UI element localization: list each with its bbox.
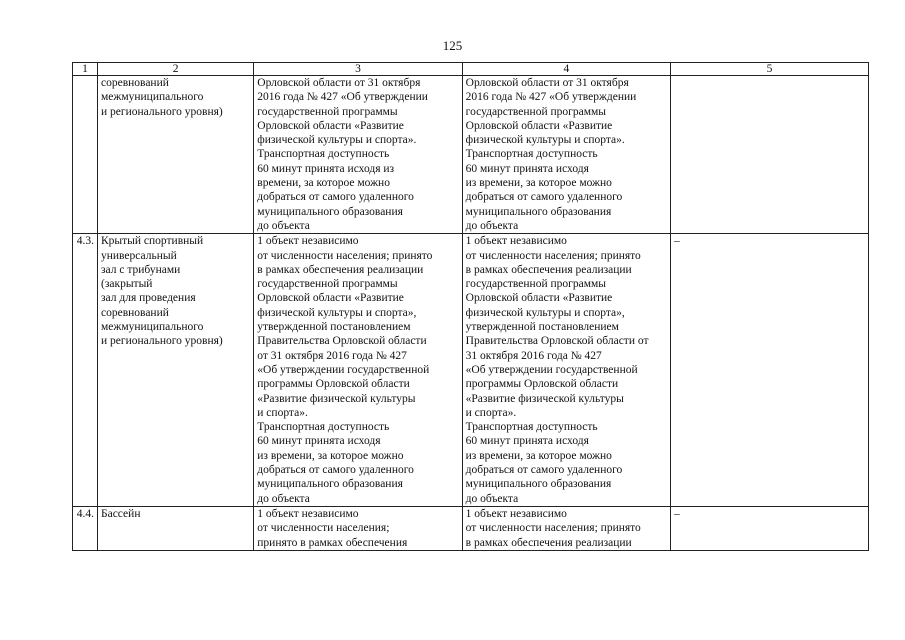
object-name: соревнований межмуниципального и регионального уровня)	[98, 76, 254, 234]
object-name: Бассейн	[98, 506, 254, 550]
header-cell-4: 4	[462, 63, 670, 76]
header-cell-3: 3	[254, 63, 462, 76]
header-cell-1: 1	[73, 63, 98, 76]
table-row-continuation	[73, 76, 869, 234]
justification-col3: Орловской области от 31 октября 2016 года № 427 «Об утверждении государственной программы Орловской области «Развитие физической культуры и спорта». Транспортная доступность 60 минут принята исходя из времени, за которое можно добраться от самого удаленного муниципального образования до объекта	[254, 76, 462, 234]
table-row-4-4	[73, 506, 869, 550]
table-row-4-3	[73, 234, 869, 507]
row-number: 4.3.	[73, 234, 98, 507]
row-number: 4.4.	[73, 506, 98, 550]
note-col5: –	[671, 506, 869, 550]
object-name: Крытый спортивный универсальный зал с трибунами (закрытый зал для проведения соревнований межмуниципального и регионального уровня)	[98, 234, 254, 507]
header-cell-2: 2	[98, 63, 254, 76]
note-col5: –	[671, 234, 869, 507]
note-col5	[671, 76, 869, 234]
justification-col4: 1 объект независимо от численности населения; принято в рамках обеспечения реализации	[462, 506, 670, 550]
row-number	[73, 76, 98, 234]
document-table	[72, 62, 869, 551]
justification-col3: 1 объект независимо от численности населения; принято в рамках обеспечения реализации государственной программы Орловской области «Развитие физической культуры и спорта», утвержденной постановлением Правительства Орловской области от 31 октября 2016 года № 427 «Об утверждении государственной программы Орловской области «Развитие физической культуры и спорта». Транспортная доступность 60 минут принята исходя из времени, за которое можно добраться от самого удаленного муниципального образования до объекта	[254, 234, 462, 507]
header-cell-5: 5	[671, 63, 869, 76]
page-number: 125	[442, 38, 463, 53]
justification-col4: 1 объект независимо от численности населения; принято в рамках обеспечения реализации государственной программы Орловской области «Развитие физической культуры и спорта», утвержденной постановлением Правительства Орловской области от 31 октября 2016 года № 427 «Об утверждении государственной программы Орловской области «Развитие физической культуры и спорта». Транспортная доступность 60 минут принята исходя из времени, за которое можно добраться от самого удаленного муниципального образования до объекта	[462, 234, 670, 507]
justification-col4: Орловской области от 31 октября 2016 года № 427 «Об утверждении государственной программы Орловской области «Развитие физической культуры и спорта». Транспортная доступность 60 минут принята исходя из времени, за которое можно добраться от самого удаленного муниципального образования до объекта	[462, 76, 670, 234]
justification-col3: 1 объект независимо от численности населения; принято в рамках обеспечения	[254, 506, 462, 550]
table-header-row	[73, 63, 869, 76]
